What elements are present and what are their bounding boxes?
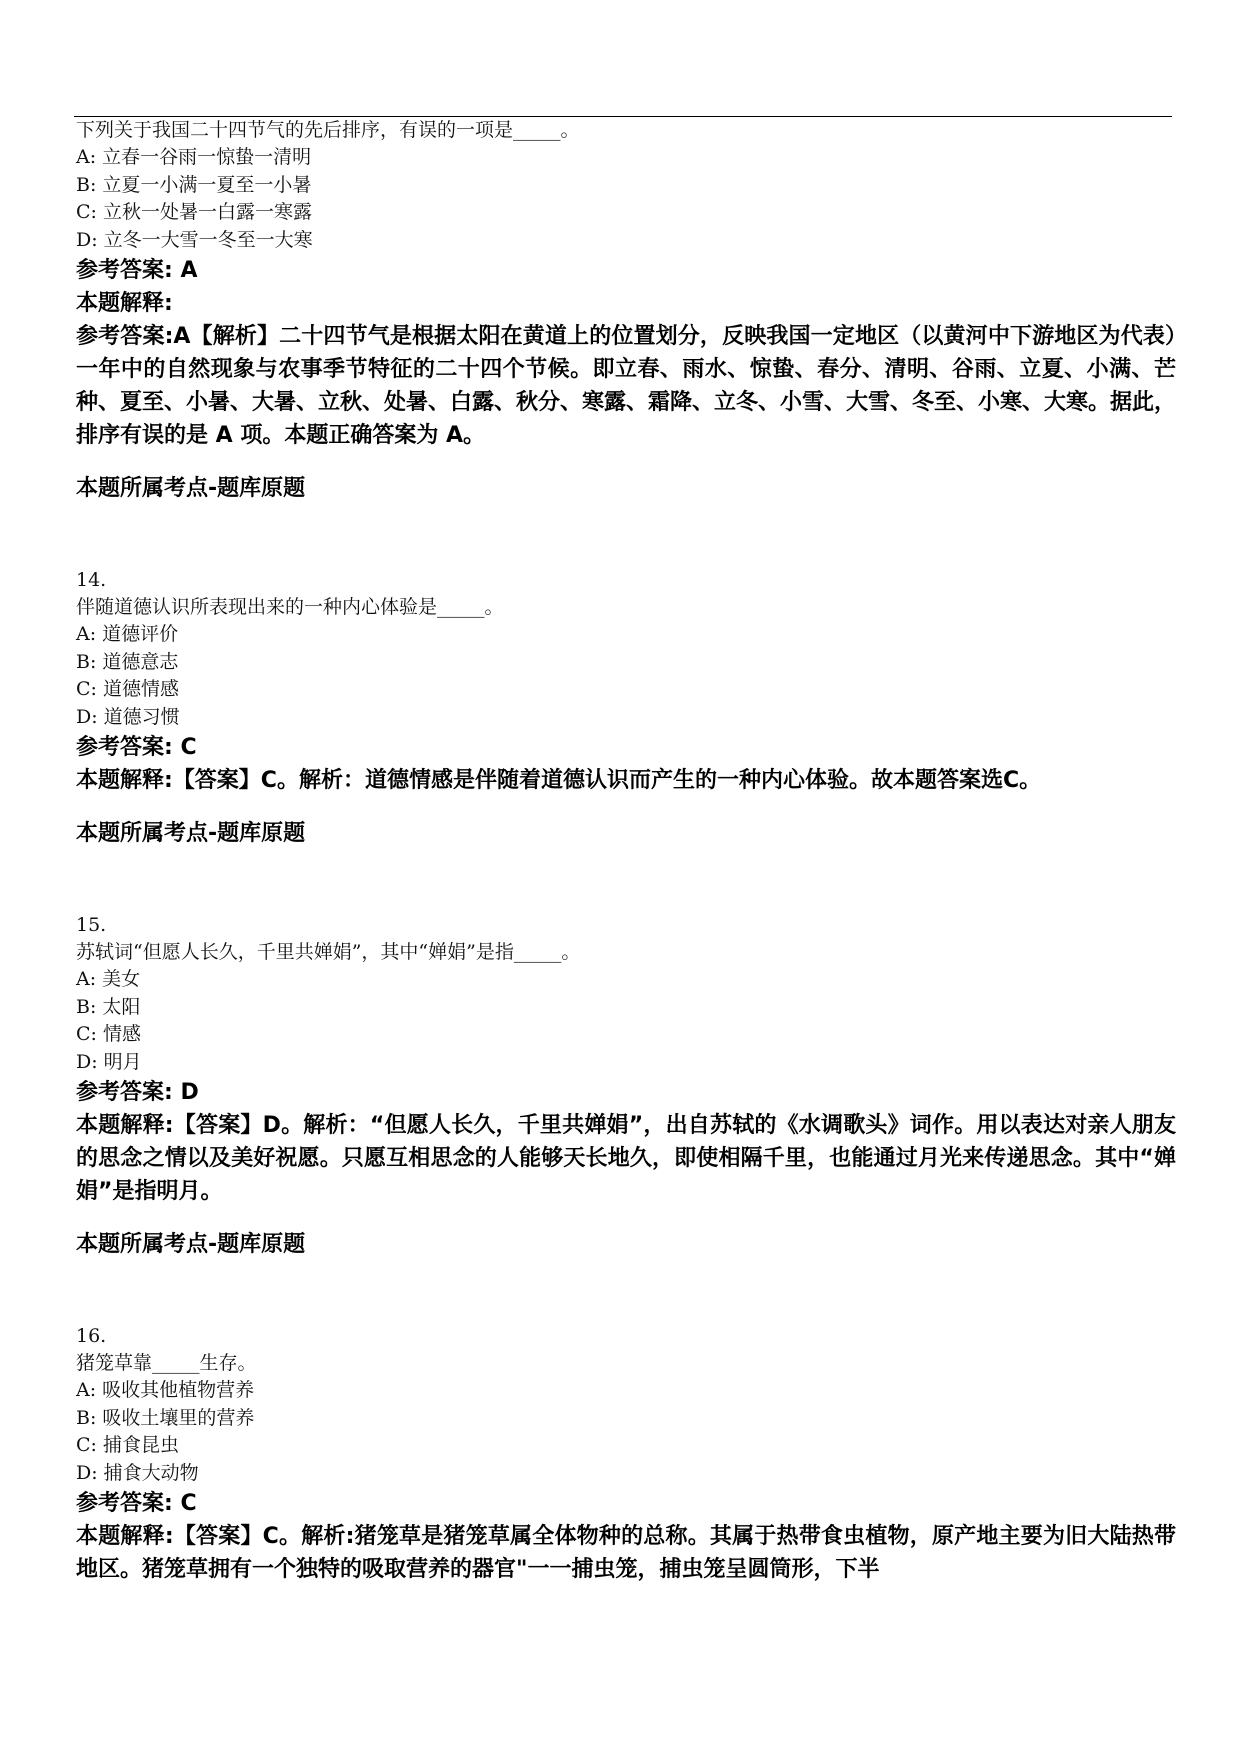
option-a: A: 道德评价 <box>76 623 179 645</box>
document-body <box>76 117 1176 1586</box>
knowledge-point: 本题所属考点-题库原题 <box>76 476 306 501</box>
knowledge-point: 本题所属考点-题库原题 <box>76 1232 306 1257</box>
answer: 参考答案: C <box>76 735 197 760</box>
explanation: 本题解释:【答案】C。解析：道德情感是伴随着道德认识而产生的一种内心体验。故本题答案选C。 <box>76 768 1042 793</box>
question-16 <box>76 1323 1176 1586</box>
option-a: A: 美女 <box>76 968 141 990</box>
option-b: B: 道德意志 <box>76 650 179 673</box>
question-number: 14. <box>76 569 107 591</box>
question-number: 16. <box>76 1325 107 1347</box>
question-stem: 苏轼词“但愿人长久，千里共婵娟”，其中“婵娟”是指_____。 <box>76 941 581 963</box>
option-c: C: 立秋一处暑一白露一寒露 <box>76 201 312 223</box>
option-d: D: 捕食大动物 <box>76 1461 199 1484</box>
knowledge-point: 本题所属考点-题库原题 <box>76 821 306 846</box>
explanation: 本题解释:【答案】C。解析:猪笼草是猪笼草属全体物种的总称。其属于热带食虫植物，原产地主要为旧大陆热带地区。猪笼草拥有一个独特的吸取营养的器官"一一捕虫笼，捕虫笼呈圆筒形，下半 <box>76 1524 1176 1582</box>
option-b: B: 吸收土壤里的营养 <box>76 1406 255 1429</box>
option-d: D: 明月 <box>76 1050 142 1073</box>
question-stem: 伴随道德认识所表现出来的一种内心体验是_____。 <box>76 596 504 618</box>
option-b: B: 立夏一小满一夏至一小暑 <box>76 173 312 196</box>
explanation: 参考答案:A【解析】二十四节气是根据太阳在黄道上的位置划分，反映我国一定地区（以黄河中下游地区为代表）一年中的自然现象与农事季节特征的二十四个节候。即立春、雨水、惊蛰、春分、清明、谷雨、立夏、小满、芒种、夏至、小暑、大暑、立秋、处暑、白露、秋分、寒露、霜降、立冬、小雪、大雪、冬至、小寒、大寒。据此，排序有误的是 A 项。本题正确答案为 A。 <box>76 324 1177 448</box>
explanation: 本题解释:【答案】D。解析：“但愿人长久，千里共婵娟”，出自苏轼的《水调歌头》词作。用以表达对亲人朋友的思念之情以及美好祝愿。只愿互相思念的人能够天长地久，即使相隔千里，也能通过月光来传递思念。其中“婵娟”是指明月。 <box>76 1113 1176 1204</box>
answer: 参考答案: D <box>76 1080 199 1105</box>
question-stem: 下列关于我国二十四节气的先后排序，有误的一项是_____。 <box>76 119 580 141</box>
option-a: A: 立春一谷雨一惊蛰一清明 <box>76 146 312 168</box>
option-c: C: 捕食昆虫 <box>76 1434 179 1456</box>
option-d: D: 道德习惯 <box>76 705 180 728</box>
option-c: C: 情感 <box>76 1023 141 1045</box>
question-number: 15. <box>76 914 107 936</box>
option-d: D: 立冬一大雪一冬至一大寒 <box>76 228 313 251</box>
answer: 参考答案: C <box>76 1491 197 1516</box>
question-13 <box>76 117 1176 505</box>
option-c: C: 道德情感 <box>76 678 179 700</box>
question-14 <box>76 567 1176 850</box>
explanation-label: 本题解释: <box>76 291 173 316</box>
question-stem: 猪笼草靠_____生存。 <box>76 1352 257 1374</box>
option-b: B: 太阳 <box>76 995 141 1018</box>
answer: 参考答案: A <box>76 258 198 283</box>
option-a: A: 吸收其他植物营养 <box>76 1379 255 1401</box>
question-15 <box>76 912 1176 1261</box>
